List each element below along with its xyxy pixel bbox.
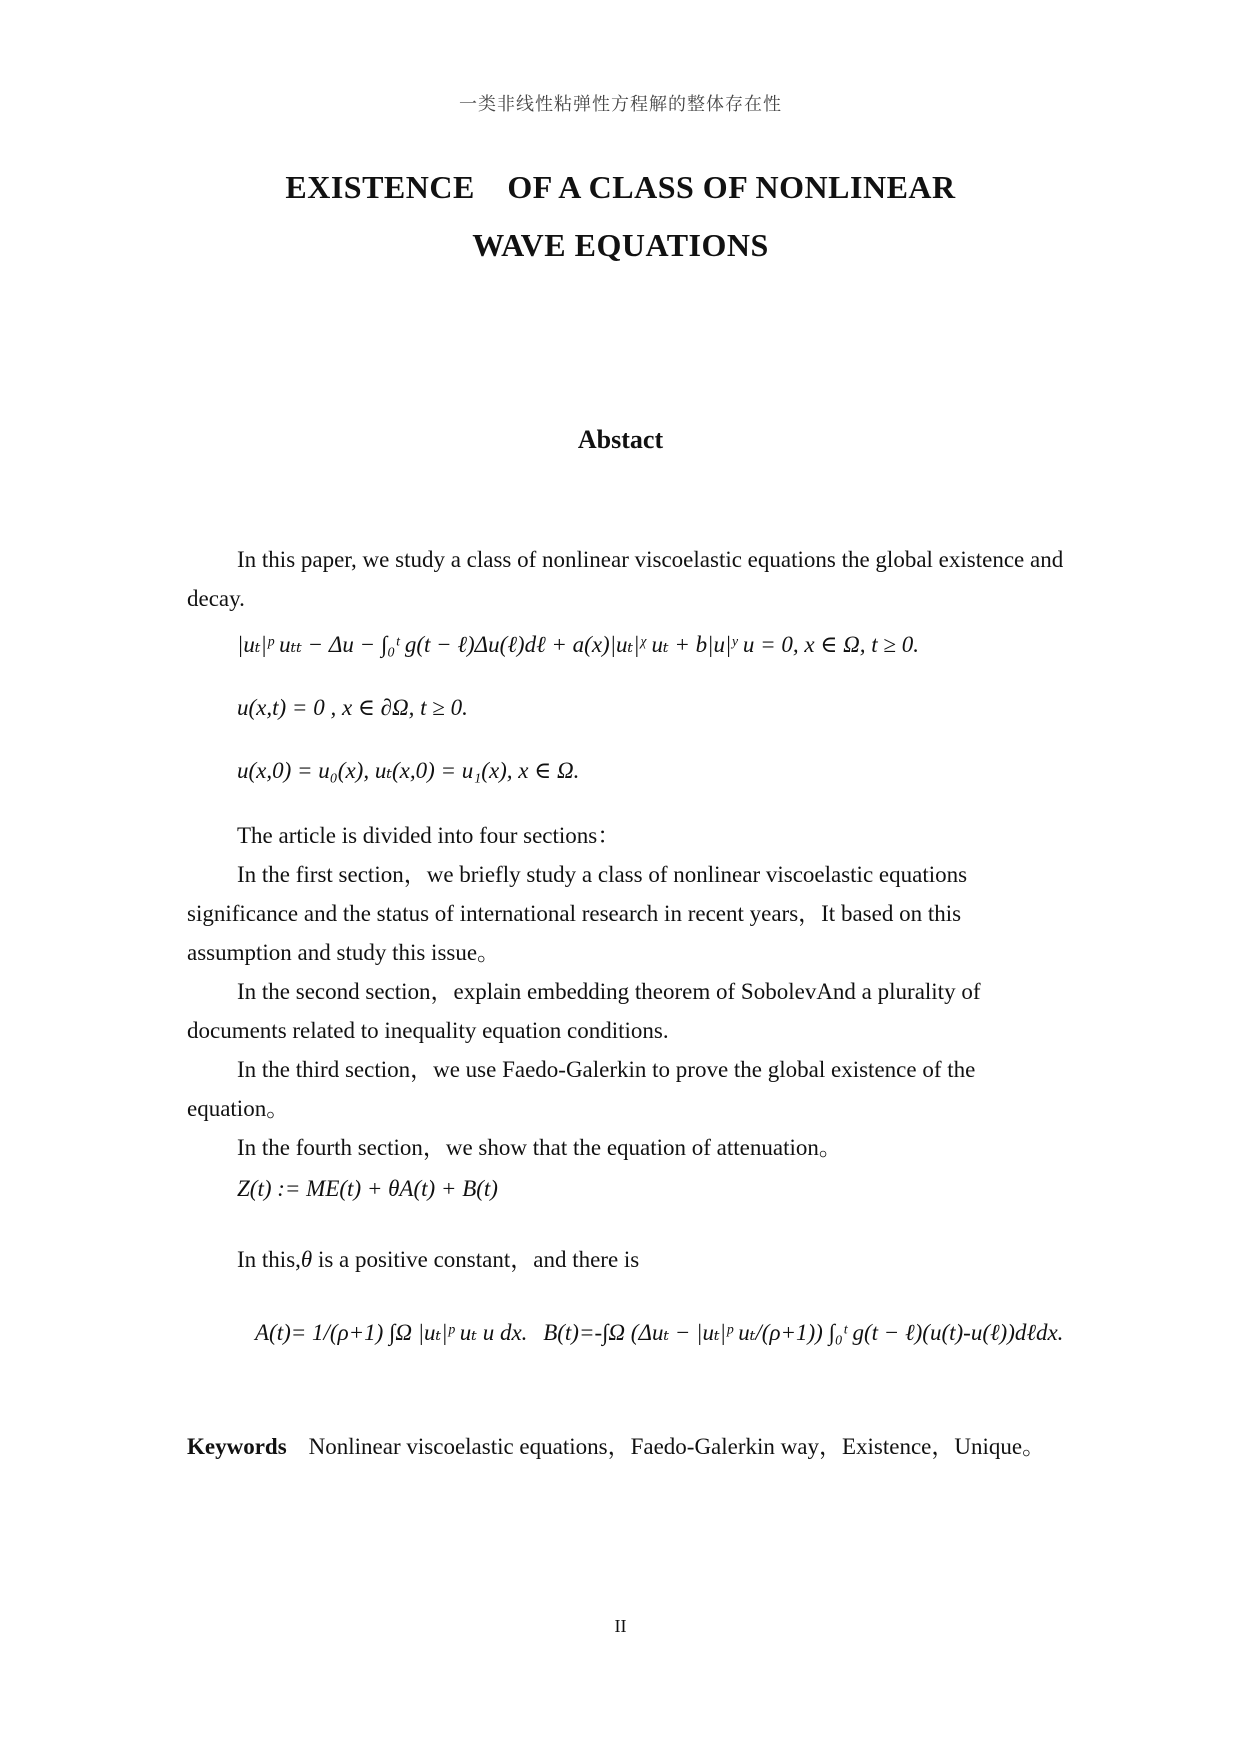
keywords-text: Nonlinear viscoelastic equations，Faedo-Galerkin way，Existence，Unique。 — [308, 1434, 1046, 1459]
paragraph-constant — [187, 1240, 1067, 1279]
equation-boundary: u(x,t) = 0 , x ∈ ∂Ω, t ≥ 0. — [237, 695, 468, 720]
paragraph-second-section: In the second section，explain embedding theorem of SobolevAnd a plurality of documents related to inequality equation conditions. — [187, 979, 981, 1043]
page-number: II — [614, 1616, 627, 1636]
title-line-2: WAVE EQUATIONS — [472, 227, 769, 263]
paragraph-third-section: In the third section，we use Faedo-Galerkin to prove the global existence of the equation。 — [187, 1057, 976, 1121]
paragraph-sections: The article is divided into four sections： — [237, 823, 621, 848]
equation-pde: |uₜ|ᵖ uₜₜ − Δu − ∫₀ᵗ g(t − ℓ)Δu(ℓ)dℓ + a(x)|uₜ|ᵡ uₜ + b|u|ʸ u = 0, x ∈ Ω, t ≥ 0. — [237, 632, 920, 657]
equation-a-b-definitions — [255, 1320, 1063, 1346]
keywords-label: Keywords — [187, 1434, 287, 1459]
keywords-line — [187, 1428, 1045, 1461]
equation-functional: Z(t) := ME(t) + θA(t) + B(t) — [237, 1176, 498, 1201]
intro-paragraph: In this paper, we study a class of nonlinear viscoelastic equations the global existence and decay. — [187, 547, 1064, 611]
abstract-heading: Abstact — [577, 425, 664, 454]
paragraph-first-section: In the first section，we briefly study a class of nonlinear viscoelastic equations significance and the status of international research in recent years，It based on this assumption and study this issue。 — [187, 862, 968, 965]
paragraph-fourth-section: In the fourth section，we show that the equation of attenuation。 — [237, 1135, 842, 1160]
running-header: 一类非线性粘弹性方程解的整体存在性 — [459, 94, 782, 115]
theta-symbol: θ — [300, 1247, 313, 1272]
constant-text-suffix: is a positive constant，and there is — [312, 1247, 640, 1272]
constant-text-prefix: In this, — [237, 1247, 301, 1272]
equation-b-definition: B(t)=-∫Ω (Δuₜ − |uₜ|ᵖ uₜ/(ρ+1)) ∫₀ᵗ g(t − ℓ)(u(t)-u(ℓ))dℓdx. — [543, 1320, 1064, 1345]
title-line-1: EXISTENCE OF A CLASS OF NONLINEAR — [285, 169, 956, 205]
equation-a-definition: A(t)= 1/(ρ+1) ∫Ω |uₜ|ᵖ uₜ u dx. — [255, 1320, 528, 1345]
equation-initial: u(x,0) = u₀(x), uₜ(x,0) = u₁(x), x ∈ Ω. — [237, 758, 580, 783]
